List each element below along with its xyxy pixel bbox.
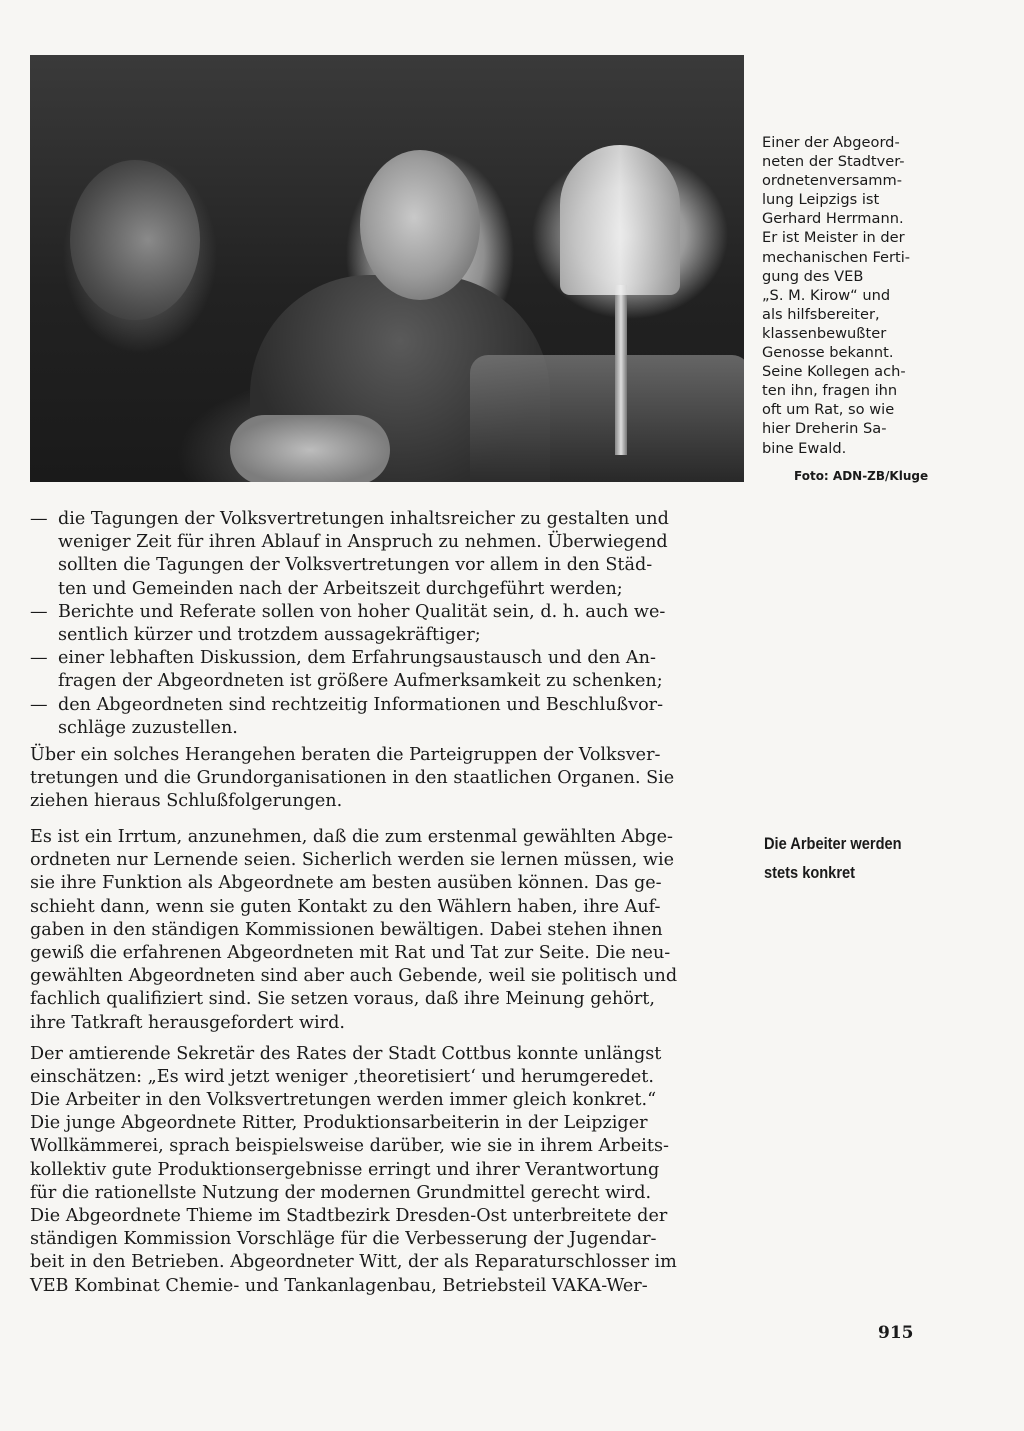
paragraph-line: ihre Tatkraft herausgefordert wird. bbox=[30, 1012, 345, 1033]
paragraph-line: gewählten Abgeordneten sind aber auch Gebende, weil sie politisch und bbox=[30, 966, 678, 987]
side-heading-line: stets konkret bbox=[764, 863, 856, 882]
photo-machine bbox=[470, 355, 744, 482]
caption-line: ordnetenversamm- bbox=[762, 172, 902, 190]
caption-line: gung des VEB bbox=[762, 267, 864, 285]
caption-line: klassenbewußter bbox=[762, 324, 887, 342]
caption-line: neten der Stadtver- bbox=[762, 153, 905, 171]
list-line: sollten die Tagungen der Volksvertretungen vor allem in den Städ- bbox=[58, 555, 653, 576]
paragraph-line: schieht dann, wenn sie guten Kontakt zu den Wählern haben, ihre Auf- bbox=[30, 896, 661, 917]
paragraph-line: Es ist ein Irrtum, anzunehmen, daß die zum erstenmal gewählten Abge- bbox=[30, 827, 673, 847]
list-dash: — bbox=[30, 601, 48, 622]
paragraph-error bbox=[30, 826, 742, 1298]
caption-line: als hilfsbereiter, bbox=[762, 305, 880, 323]
paragraph-line: Die Abgeordnete Thieme im Stadtbezirk Dresden-Ost unterbreitete der bbox=[30, 1206, 668, 1226]
list-line: sentlich kürzer und trotzdem aussagekräftiger; bbox=[58, 624, 481, 645]
paragraph-line: sie ihre Funktion als Abgeordnete am besten ausüben können. Das ge- bbox=[30, 873, 662, 894]
photo-worker-head bbox=[360, 150, 480, 300]
list-item bbox=[30, 647, 742, 693]
photo-worker-left bbox=[70, 160, 200, 320]
paragraph-line: gaben in den ständigen Kommissionen bewältigen. Dabei stehen ihnen bbox=[30, 919, 663, 940]
caption-line: oft um Rat, so wie bbox=[762, 401, 895, 419]
paragraph-line: Über ein solches Herangehen beraten die Parteigruppen der Volksver- bbox=[30, 744, 661, 765]
paragraph-line: einschätzen: „Es wird jetzt weniger ‚theoretisiert‘ und herumgeredet. bbox=[30, 1066, 654, 1087]
list-dash: — bbox=[30, 648, 48, 669]
list-line: fragen der Abgeordneten ist größere Aufmerksamkeit zu schenken; bbox=[58, 671, 663, 692]
list-line: schläge zuzustellen. bbox=[58, 717, 238, 738]
photo-hands bbox=[230, 415, 390, 482]
caption-line: mechanischen Ferti- bbox=[762, 248, 911, 266]
paragraph-line: tretungen und die Grundorganisationen in den staatlichen Organen. Sie bbox=[30, 768, 675, 789]
caption-line: Genosse bekannt. bbox=[762, 344, 894, 362]
paragraph-cottbus bbox=[30, 1043, 742, 1298]
paragraph-line: ständigen Kommission Vorschläge für die Verbesserung der Jugendar- bbox=[30, 1229, 657, 1250]
list-line: die Tagungen der Volksvertretungen inhaltsreicher zu gestalten und bbox=[58, 509, 669, 529]
paragraph-line: fachlich qualifiziert sind. Sie setzen voraus, daß ihre Meinung gehört, bbox=[30, 989, 655, 1010]
caption-line: bine Ewald. bbox=[762, 439, 847, 457]
caption-line: lung Leipzigs ist bbox=[762, 191, 880, 209]
list-line: ten und Gemeinden nach der Arbeitszeit durchgeführt werden; bbox=[58, 578, 623, 599]
caption-line: ten ihn, fragen ihn bbox=[762, 382, 898, 400]
list-item bbox=[30, 508, 742, 601]
paragraph-line: beit in den Betrieben. Abgeordneter Witt, der als Reparaturschlosser im bbox=[30, 1252, 677, 1273]
requirements-list bbox=[30, 508, 742, 813]
list-item bbox=[30, 601, 742, 647]
list-line: einer lebhaften Diskussion, dem Erfahrungsaustausch und den An- bbox=[58, 648, 656, 669]
photograph bbox=[30, 55, 744, 482]
paragraph-line: VEB Kombinat Chemie- und Tankanlagenbau, Betriebsteil VAKA-Wer- bbox=[30, 1275, 648, 1296]
photo-lamp bbox=[560, 145, 680, 295]
paragraph-line: Der amtierende Sekretär des Rates der Stadt Cottbus konnte unlängst bbox=[30, 1043, 662, 1064]
caption-line: Seine Kollegen ach- bbox=[762, 363, 906, 381]
caption-line: „S. M. Kirow“ und bbox=[762, 286, 891, 304]
paragraph-line: kollektiv gute Produktionsergebnisse erringt und ihrer Verantwortung bbox=[30, 1159, 660, 1180]
side-heading bbox=[764, 829, 936, 887]
caption-line: hier Dreherin Sa- bbox=[762, 420, 887, 438]
paragraph-line: Wollkämmerei, sprach beispielsweise darüber, wie sie in ihrem Arbeits- bbox=[30, 1136, 669, 1157]
photo-credit: Foto: ADN-ZB/Kluge bbox=[794, 469, 929, 483]
list-line: Berichte und Referate sollen von hoher Qualität sein, d. h. auch we- bbox=[58, 601, 666, 622]
paragraph-line: gewiß die erfahrenen Abgeordneten mit Rat und Tat zur Seite. Die neu- bbox=[30, 942, 671, 963]
paragraph-line: ziehen hieraus Schlußfolgerungen. bbox=[30, 791, 343, 812]
side-heading-line: Die Arbeiter werden bbox=[764, 834, 902, 853]
list-line: den Abgeordneten sind rechtzeitig Informationen und Beschlußvor- bbox=[58, 694, 664, 715]
list-dash: — bbox=[30, 509, 48, 529]
paragraph-line: für die rationellste Nutzung der modernen Grundmittel gerecht wird. bbox=[30, 1182, 652, 1203]
caption-line: Er ist Meister in der bbox=[762, 229, 905, 247]
caption-line: Gerhard Herrmann. bbox=[762, 210, 904, 228]
photo-caption bbox=[762, 133, 940, 458]
paragraph-line: Die Arbeiter in den Volksvertretungen werden immer gleich konkret.“ bbox=[30, 1090, 657, 1111]
photo-lamp-arm bbox=[615, 285, 627, 455]
list-item bbox=[30, 694, 742, 740]
list-dash: — bbox=[30, 694, 48, 715]
paragraph-line: ordneten nur Lernende seien. Sicherlich werden sie lernen müssen, wie bbox=[30, 850, 674, 871]
caption-line: Einer der Abgeord- bbox=[762, 134, 900, 151]
paragraph-line: Die junge Abgeordnete Ritter, Produktionsarbeiterin in der Leipziger bbox=[30, 1113, 648, 1134]
paragraph-approach bbox=[30, 744, 742, 814]
page-number: 915 bbox=[878, 1323, 914, 1343]
list-line: weniger Zeit für ihren Ablauf in Anspruch zu nehmen. Überwiegend bbox=[58, 532, 668, 553]
